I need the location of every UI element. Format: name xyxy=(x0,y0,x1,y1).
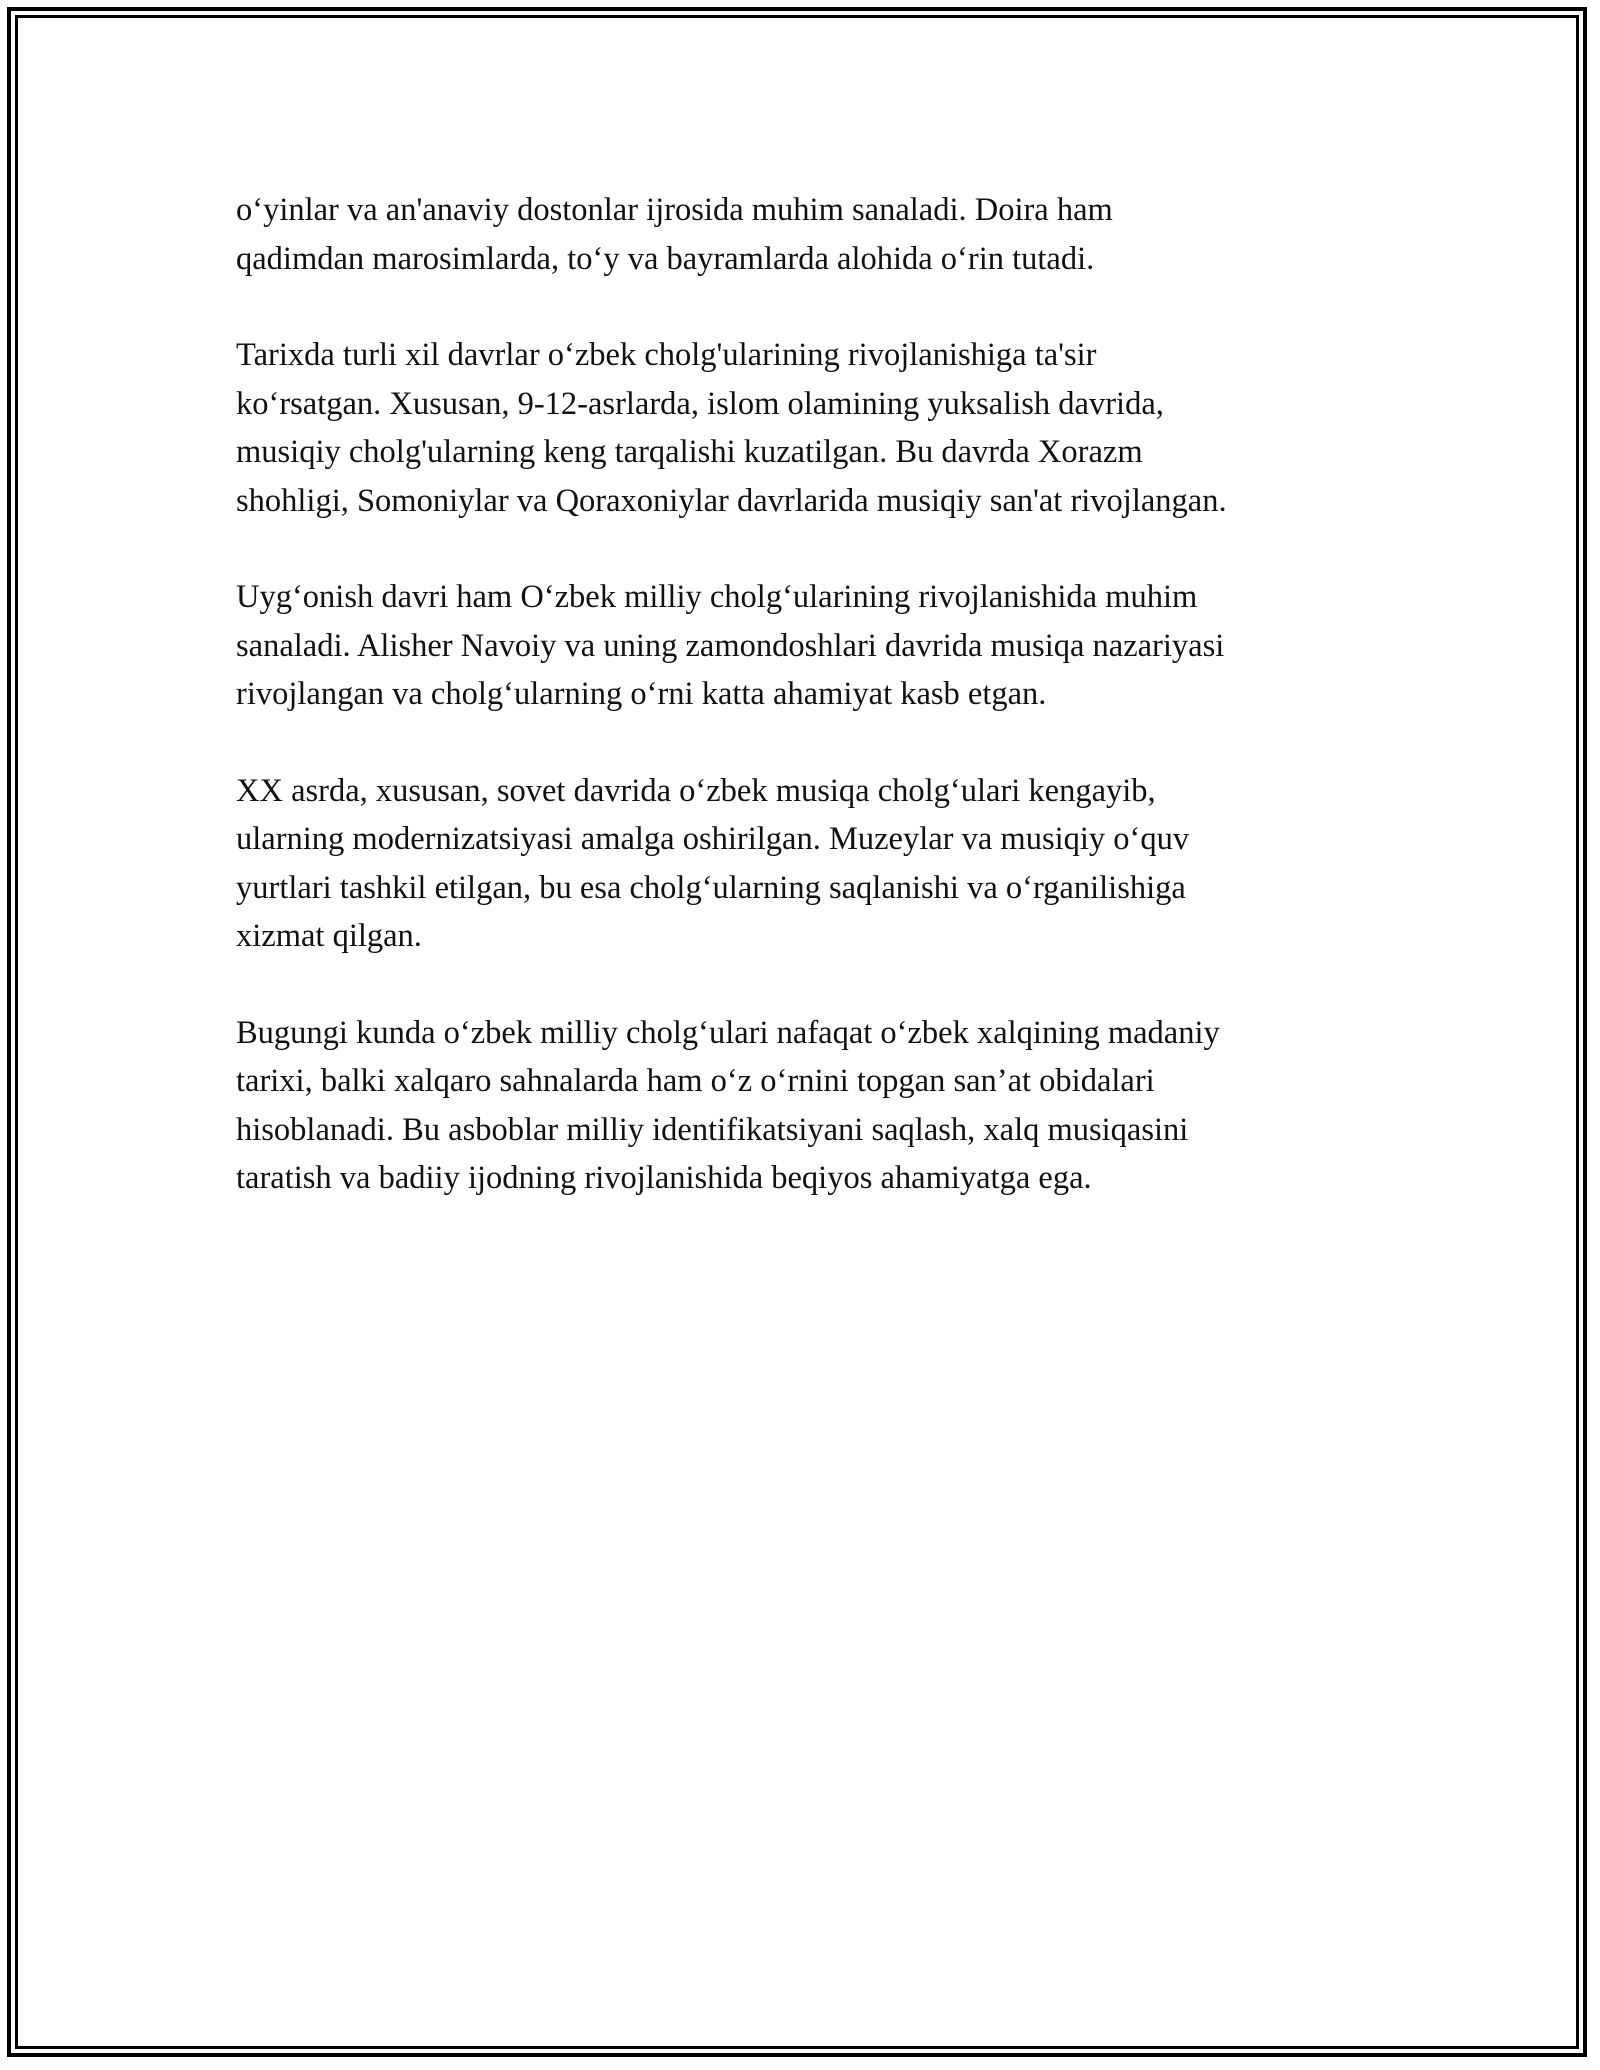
text-line: taratish va badiiy ijodning rivojlanishida beqiyos ahamiyatga ega. xyxy=(236,1160,1092,1196)
paragraph-2 xyxy=(236,331,1376,525)
text-line: qadimdan marosimlarda, to‘y va bayramlarda alohida o‘rin tutadi. xyxy=(236,240,1095,277)
text-line: rivojlangan va cholg‘ularning o‘rni katta ahamiyat kasb etgan. xyxy=(236,676,1047,712)
text-line: sanaladi. Alisher Navoiy va uning zamondoshlari davrida musiqa nazariyasi xyxy=(236,627,1225,664)
text-line: Tarixda turli xil davrlar o‘zbek cholg'ularining rivojlanishiga ta'sir xyxy=(236,337,1097,373)
text-line: ularning modernizatsiyasi amalga oshirilgan. Muzeylar va musiqiy o‘quv xyxy=(236,821,1190,857)
paragraph-3 xyxy=(236,573,1376,719)
text-line: hisoblanadi. Bu asboblar milliy identifikatsiyani saqlash, xalq musiqasini xyxy=(236,1111,1189,1148)
document-body xyxy=(236,186,1376,1251)
text-line: Bugungi kunda o‘zbek milliy cholg‘ulari nafaqat o‘zbek xalqining madaniy xyxy=(236,1014,1220,1051)
text-line: yurtlari tashkil etilgan, bu esa cholg‘ularning saqlanishi va o‘rganilishiga xyxy=(236,869,1186,906)
text-line: shohligi, Somoniylar va Qoraxoniylar davrlarida musiqiy san'at rivojlangan. xyxy=(236,482,1227,519)
text-line: xizmat qilgan. xyxy=(236,918,422,954)
text-line: ko‘rsatgan. Xususan, 9-12-asrlarda, islom olamining yuksalish davrida, xyxy=(236,385,1164,422)
paragraph-4 xyxy=(236,767,1376,961)
text-line: musiqiy cholg'ularning keng tarqalishi kuzatilgan. Bu davrda Xorazm xyxy=(236,434,1143,470)
text-line: Uyg‘onish davri ham O‘zbek milliy cholg‘ularining rivojlanishida muhim xyxy=(236,579,1198,615)
paragraph-5 xyxy=(236,1009,1376,1203)
text-line: XX asrda, xususan, sovet davrida o‘zbek musiqa cholg‘ulari kengayib, xyxy=(236,772,1156,809)
paragraph-1 xyxy=(236,186,1376,283)
text-line: o‘yinlar va an'anaviy dostonlar ijrosida muhim sanaladi. Doira ham xyxy=(236,192,1113,228)
text-line: tarixi, balki xalqaro sahnalarda ham o‘z o‘rnini topgan san’at obidalari xyxy=(236,1063,1155,1099)
